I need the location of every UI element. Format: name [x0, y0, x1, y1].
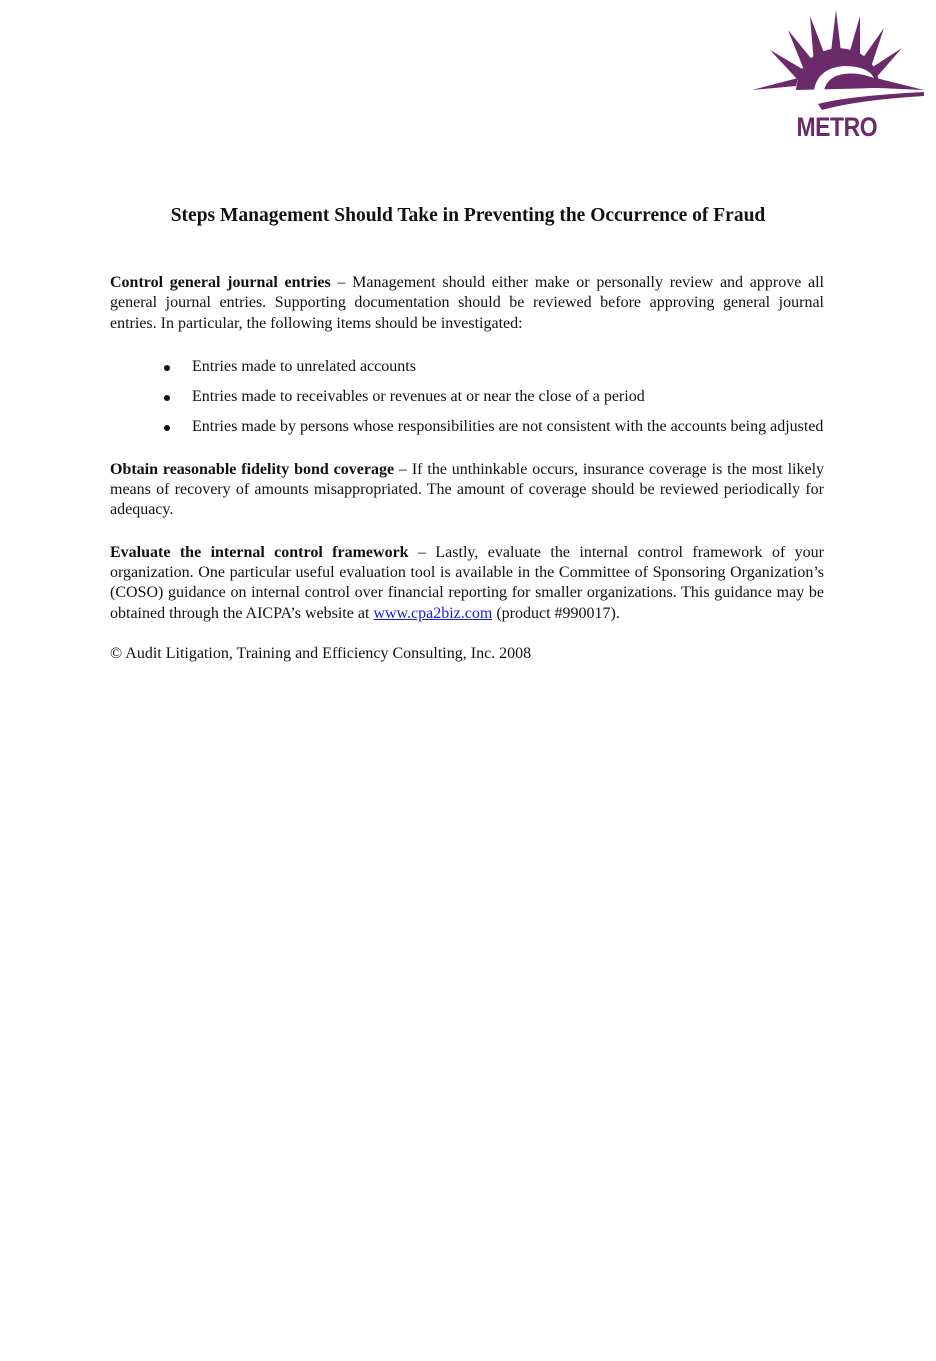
bullet-icon: [164, 425, 170, 431]
page-title: Steps Management Should Take in Preventing the Occurrence of Fraud: [170, 205, 766, 226]
investigation-list: [110, 357, 824, 438]
copyright-footer: © Audit Litigation, Training and Efficiency Consulting, Inc. 2008: [110, 644, 532, 662]
list-item: [110, 417, 824, 437]
logo-wordmark: METRO: [796, 112, 878, 142]
separator: –: [408, 543, 436, 561]
bullet-icon: [164, 365, 170, 371]
list-item: [110, 387, 824, 407]
list-item-text: Entries made to unrelated accounts: [192, 357, 416, 375]
product-note: (product #990017).: [492, 604, 620, 622]
section-body: Management should either make or personally review and approve all general journal entries. Supporting documentation should be reviewed before approving general journal entries. In particular, the following items should be investigated:: [110, 274, 825, 332]
list-item-text: Entries made to receivables or revenues at or near the close of a period: [192, 388, 645, 406]
section-body: If the unthinkable occurs, insurance coverage is the most likely means of recovery of amounts misappropriated. The amount of coverage should be reviewed periodically for adequacy.: [110, 460, 825, 519]
document-body: [110, 273, 824, 664]
section-body: Lastly, evaluate the internal control framework of your organization. One particular useful evaluation tool is available in the Committee of Sponsoring Organization’s (COSO) guidance on internal control over financial reporting for smaller organizations. This guidance may be obtained through the AICPA’s website at: [110, 543, 825, 622]
list-item: [110, 357, 824, 377]
section-heading: Obtain reasonable fidelity bond coverage: [110, 460, 395, 478]
section-fidelity-bond: [110, 460, 824, 521]
list-item-text: Entries made by persons whose responsibilities are not consistent with the accounts being adjusted: [192, 418, 824, 436]
section-internal-control: [110, 543, 824, 624]
section-heading: Control general journal entries: [110, 274, 331, 291]
separator: –: [330, 274, 353, 291]
metro-logo: [748, 8, 926, 140]
section-heading: Evaluate the internal control framework: [110, 543, 409, 561]
bullet-icon: [164, 395, 170, 401]
sunburst-logo-icon: [748, 8, 926, 118]
separator: –: [394, 460, 412, 478]
aicpa-website-link[interactable]: www.cpa2biz.com: [373, 604, 493, 622]
section-journal-entries: [110, 273, 824, 334]
